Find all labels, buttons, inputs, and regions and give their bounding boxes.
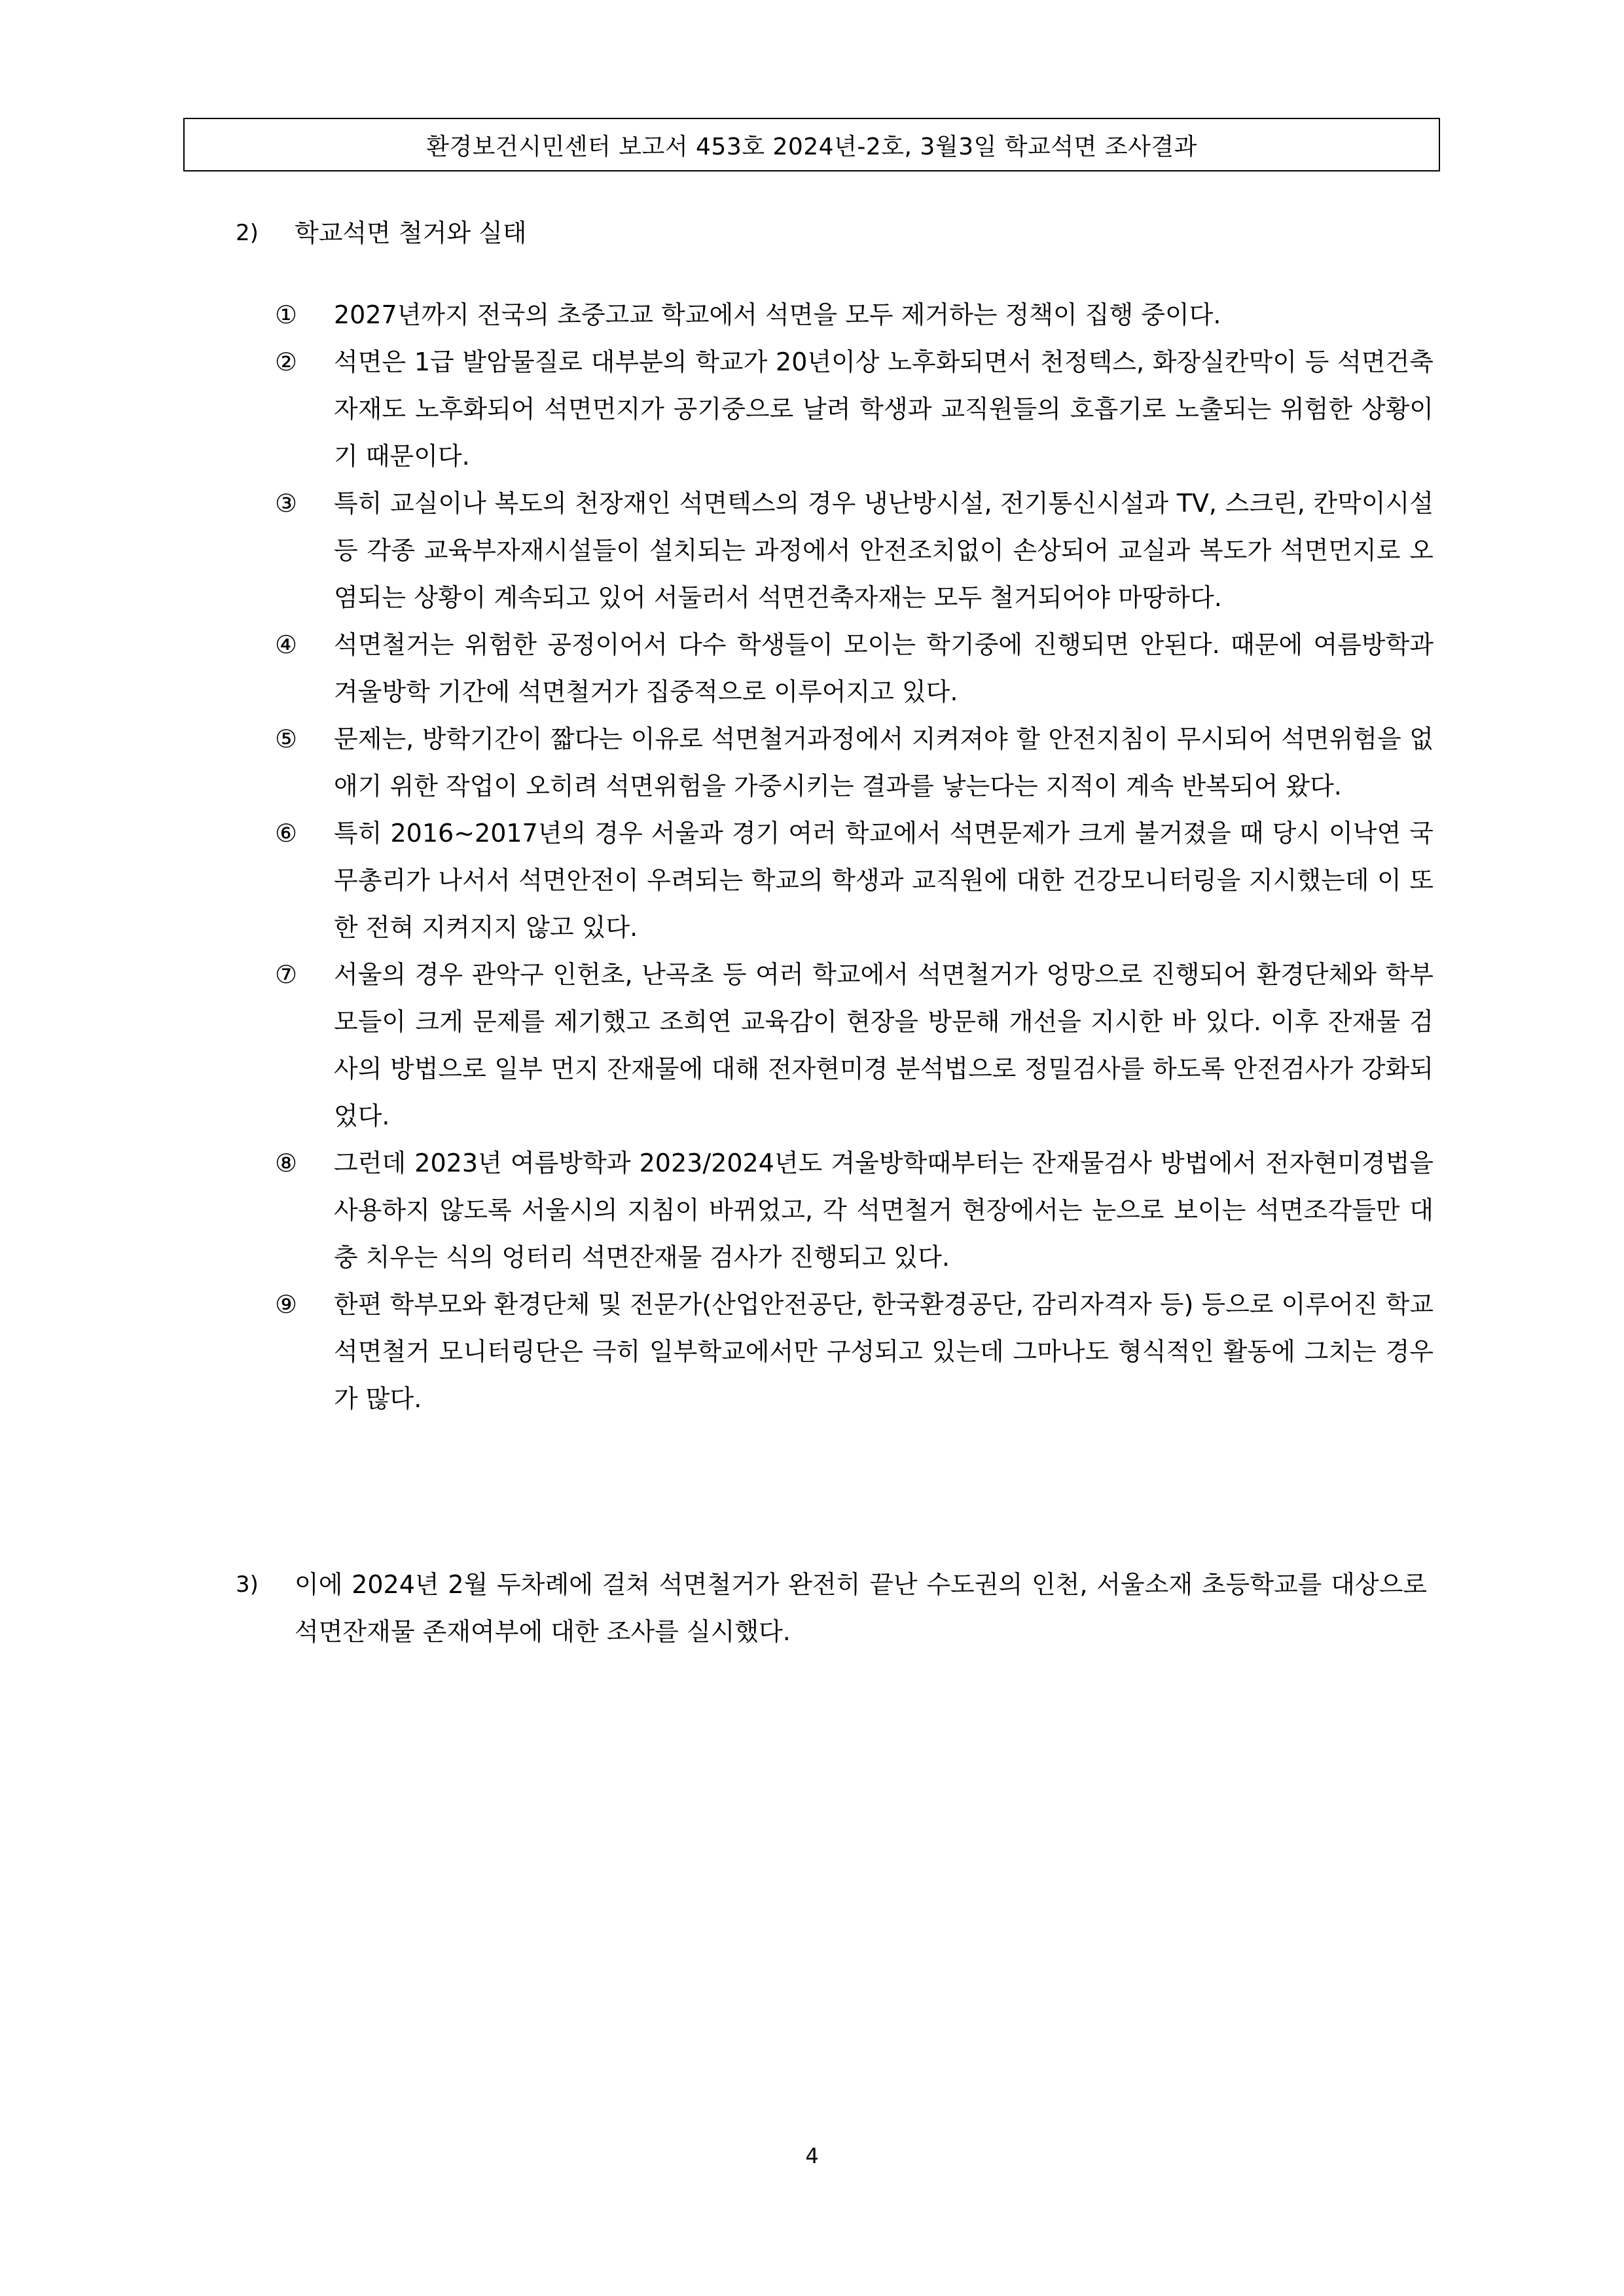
item-text: 석면은 1급 발암물질로 대부분의 학교가 20년이상 노후화되면서 천정텍스, 화장실칸막이 등 석면건축자재도 노후화되어 석면먼지가 공기중으로 날려 학생과 교직원들의 호흡기로 노출되는 위험한 상황이기 때문이다. [334, 348, 1434, 471]
list-item-3 [275, 480, 1434, 621]
item-text: 특히 교실이나 복도의 천장재인 석면텍스의 경우 냉난방시설, 전기통신시설과 TV, 스크린, 칸막이시설 등 각종 교육부자재시설들이 설치되는 과정에서 안전조치없이 손상되어 교실과 복도가 석면먼지로 오염되는 상황이 계속되고 있어 서둘러서 석면건축자재는 모두 철거되어야 마땅하다. [334, 489, 1434, 612]
item-marker: ④ [275, 630, 298, 659]
page-number: 4 [805, 2144, 819, 2168]
list-item-1 [275, 291, 1434, 338]
item-marker: ③ [275, 489, 298, 518]
item-text: 그런데 2023년 여름방학과 2023/2024년도 겨울방학때부터는 잔재물검사 방법에서 전자현미경법을 사용하지 않도록 서울시의 지침이 바뀌었고, 각 석면철거 현장에서는 눈으로 보이는 석면조각들만 대충 치우는 식의 엉터리 석면잔재물 검사가 진행되고 있다. [334, 1149, 1434, 1272]
list-item-4 [275, 621, 1434, 715]
section-3-text: 이에 2024년 2월 두차례에 걸쳐 석면철거가 완전히 끝난 수도권의 인천, 서울소재 초등학교를 대상으로 석면잔재물 존재여부에 대한 조사를 실시했다. [295, 1570, 1427, 1646]
item-marker: ⑧ [275, 1149, 298, 1177]
item-list [275, 291, 1434, 1422]
report-header [183, 118, 1440, 171]
list-item-7 [275, 951, 1434, 1139]
report-header-title: 환경보건시민센터 보고서 453호 2024년-2호, 3월3일 학교석면 조사결과 [426, 133, 1197, 160]
item-text: 서울의 경우 관악구 인헌초, 난곡초 등 여러 학교에서 석면철거가 엉망으로 진행되어 환경단체와 학부모들이 크게 문제를 제기했고 조희연 교육감이 현장을 방문해 개선을 지시한 바 있다. 이후 잔재물 검사의 방법으로 일부 먼지 잔재물에 대해 전자현미경 분석법으로 정밀검사를 하도록 안전검사가 강화되었다. [334, 960, 1434, 1130]
item-marker: ① [275, 300, 298, 329]
list-item-8 [275, 1139, 1434, 1281]
list-item-5 [275, 715, 1434, 810]
item-text: 한편 학부모와 환경단체 및 전문가(산업안전공단, 한국환경공단, 감리자격자 등) 등으로 이루어진 학교석면철거 모니터링단은 극히 일부학교에서만 구성되고 있는데 그마나도 형식적인 활동에 그치는 경우가 많다. [334, 1290, 1434, 1413]
list-item-9 [275, 1281, 1434, 1422]
list-item-2 [275, 338, 1434, 480]
item-text: 문제는, 방학기간이 짧다는 이유로 석면철거과정에서 지켜져야 할 안전지침이 무시되어 석면위험을 없애기 위한 작업이 오히려 석면위험을 가중시키는 결과를 낳는다는 지적이 계속 반복되어 왔다. [334, 725, 1434, 800]
section-3-paragraph [236, 1561, 1427, 1655]
section-2-number: 2) [236, 220, 259, 246]
item-text: 특히 2016~2017년의 경우 서울과 경기 여러 학교에서 석면문제가 크게 불거졌을 때 당시 이낙연 국무총리가 나서서 석면안전이 우려되는 학교의 학생과 교직원에 대한 건강모니터링을 지시했는데 이 또한 전혀 지켜지지 않고 있다. [334, 819, 1434, 942]
section-2-heading [236, 209, 1427, 257]
item-marker: ⑥ [275, 819, 298, 848]
item-marker: ⑨ [275, 1290, 298, 1319]
item-marker: ② [275, 348, 298, 376]
item-marker: ⑦ [275, 960, 298, 989]
item-marker: ⑤ [275, 725, 298, 753]
section-2-title: 학교석면 철거와 실태 [295, 219, 527, 247]
item-text: 2027년까지 전국의 초중고교 학교에서 석면을 모두 제거하는 정책이 집행 중이다. [334, 300, 1221, 329]
item-text: 석면철거는 위험한 공정이어서 다수 학생들이 모이는 학기중에 진행되면 안된다. 때문에 여름방학과 겨울방학 기간에 석면철거가 집중적으로 이루어지고 있다. [334, 630, 1434, 706]
list-item-6 [275, 810, 1434, 951]
section-3-number: 3) [236, 1571, 259, 1598]
